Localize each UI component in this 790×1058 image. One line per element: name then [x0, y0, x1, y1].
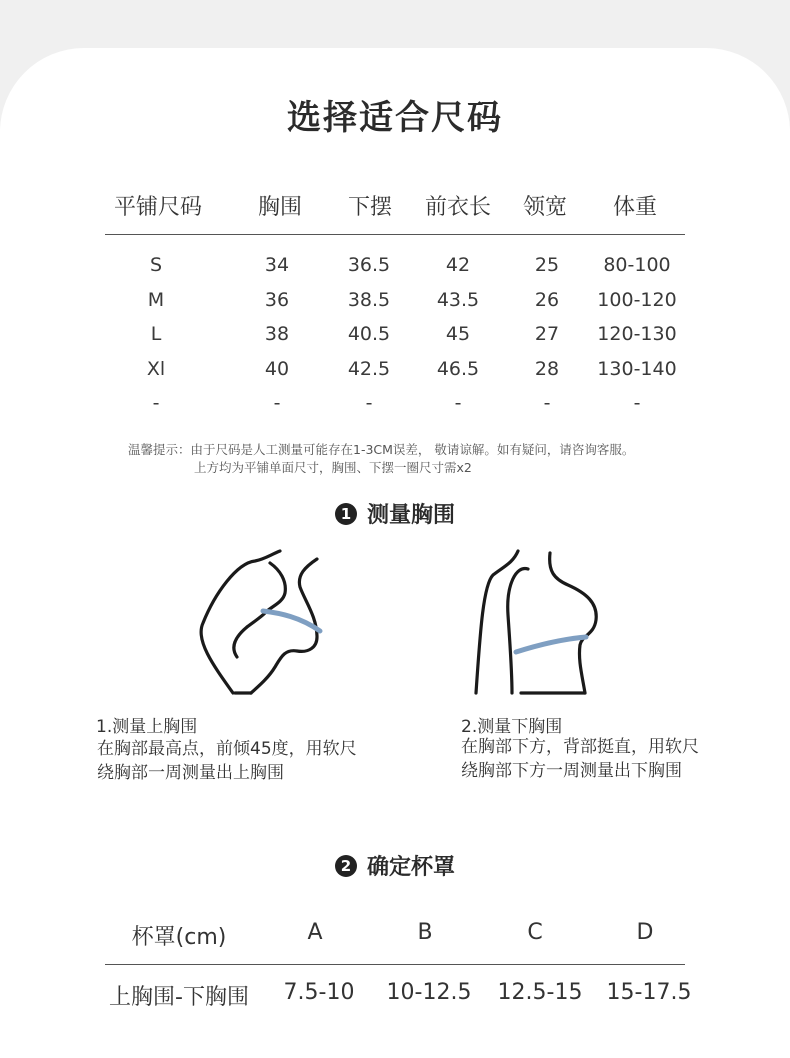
arm-inner-outline: [234, 627, 247, 657]
table-cell: -: [152, 392, 160, 414]
caption-line: 绕胸部一周测量出上胸围: [97, 763, 284, 783]
table-cell: 40: [264, 357, 290, 380]
bust-front-outline: [550, 553, 597, 693]
table-cell: -: [543, 392, 551, 414]
arm-shoulder-outline: [247, 563, 285, 627]
header-cup-c: C: [527, 920, 543, 945]
table-cell: -: [454, 392, 462, 414]
table-cell: 42.5: [347, 357, 391, 380]
table-cell: 7.5-10: [283, 980, 355, 1005]
table-cell: 25: [534, 254, 560, 276]
table-cell: 42: [445, 254, 471, 276]
table-cell: 10-12.5: [386, 980, 472, 1005]
table-cell: 27: [534, 323, 560, 345]
table-cell: 100-120: [597, 288, 677, 311]
table-row: [105, 289, 685, 324]
header-divider: [105, 234, 685, 235]
section-title-text: 确定杯罩: [366, 855, 455, 880]
table-row: [105, 254, 685, 289]
header-front-length: 前衣长: [424, 195, 492, 220]
table-cell: -: [273, 392, 281, 414]
upper-bust-illustration: [185, 545, 335, 700]
table-cell: L: [150, 323, 162, 345]
table-cell: 120-130: [597, 323, 677, 345]
measuring-tape: [516, 637, 586, 652]
table-cell: 46.5: [436, 357, 480, 380]
header-flat-size: 平铺尺码: [113, 195, 203, 220]
lower-bust-caption-text: [461, 735, 699, 783]
lower-bust-caption-title: 2.测量下胸围: [461, 717, 563, 737]
table-cell: 26: [534, 288, 560, 311]
table-cell: 28: [534, 357, 560, 380]
number-badge-2: 2: [335, 855, 357, 877]
table-cell: 34: [264, 254, 290, 276]
table-cell: 43.5: [436, 288, 480, 311]
section-title-cup: [0, 850, 790, 881]
caption-line: 在胸部下方，背部挺直，用软尺: [461, 737, 699, 757]
lower-bust-illustration: [468, 545, 608, 700]
cup-table: [105, 920, 692, 1010]
note-line-1: 温馨提示：由于尺码是人工测量可能存在1-3CM误差， 敬请谅解。如有疑问，请咨询客服。: [128, 442, 635, 457]
size-table: [105, 190, 685, 414]
table-cell: 上胸围-下胸围: [109, 985, 249, 1010]
table-cell: Xl: [146, 357, 166, 380]
table-cell: -: [633, 392, 641, 414]
table-cell: 38: [264, 323, 290, 345]
table-cell: -: [365, 392, 373, 414]
table-cell: 15-17.5: [606, 980, 692, 1005]
header-bust: 胸围: [257, 195, 303, 220]
caption-line: 绕胸部下方一周测量出下胸围: [461, 761, 682, 781]
header-hem: 下摆: [347, 195, 393, 220]
table-cell: 36.5: [347, 254, 391, 276]
header-neck-width: 领宽: [522, 195, 568, 220]
table-cell: 12.5-15: [497, 980, 583, 1005]
number-badge-1: 1: [335, 503, 357, 525]
table-row: [105, 392, 685, 427]
table-cell: M: [147, 288, 165, 311]
table-row: [105, 358, 685, 393]
table-cell: 45: [445, 323, 471, 345]
upper-bust-caption-text: [97, 737, 357, 785]
header-cup-cm: 杯罩(cm): [131, 925, 227, 950]
caption-line: 在胸部最高点，前倾45度，用软尺: [97, 739, 357, 759]
table-row: [105, 980, 692, 1015]
section-title-measure-bust: [0, 498, 790, 529]
cup-table-header: [105, 920, 685, 964]
section-title-text: 测量胸围: [366, 503, 455, 528]
header-weight: 体重: [612, 195, 658, 220]
upper-bust-caption-title: 1.测量上胸围: [96, 717, 198, 737]
size-note: [128, 441, 634, 477]
table-cell: 40.5: [347, 323, 391, 345]
note-line-2: 上方均为平铺单面尺寸，胸围、下摆一圈尺寸需x2: [194, 460, 472, 475]
table-cell: 80-100: [603, 254, 671, 276]
header-cup-a: A: [307, 920, 323, 945]
table-cell: S: [149, 254, 163, 276]
back-outline: [201, 551, 280, 693]
header-cup-d: D: [636, 920, 654, 945]
table-cell: 36: [264, 288, 290, 311]
table-cell: 130-140: [597, 357, 677, 380]
size-table-body: [105, 254, 685, 427]
header-cup-b: B: [417, 920, 433, 945]
size-table-header: [105, 190, 685, 234]
arm-outline: [508, 568, 528, 693]
table-cell: 38.5: [347, 288, 391, 311]
page-title: 选择适合尺码: [287, 98, 503, 138]
table-row: [105, 323, 685, 358]
cup-header-divider: [105, 964, 685, 965]
